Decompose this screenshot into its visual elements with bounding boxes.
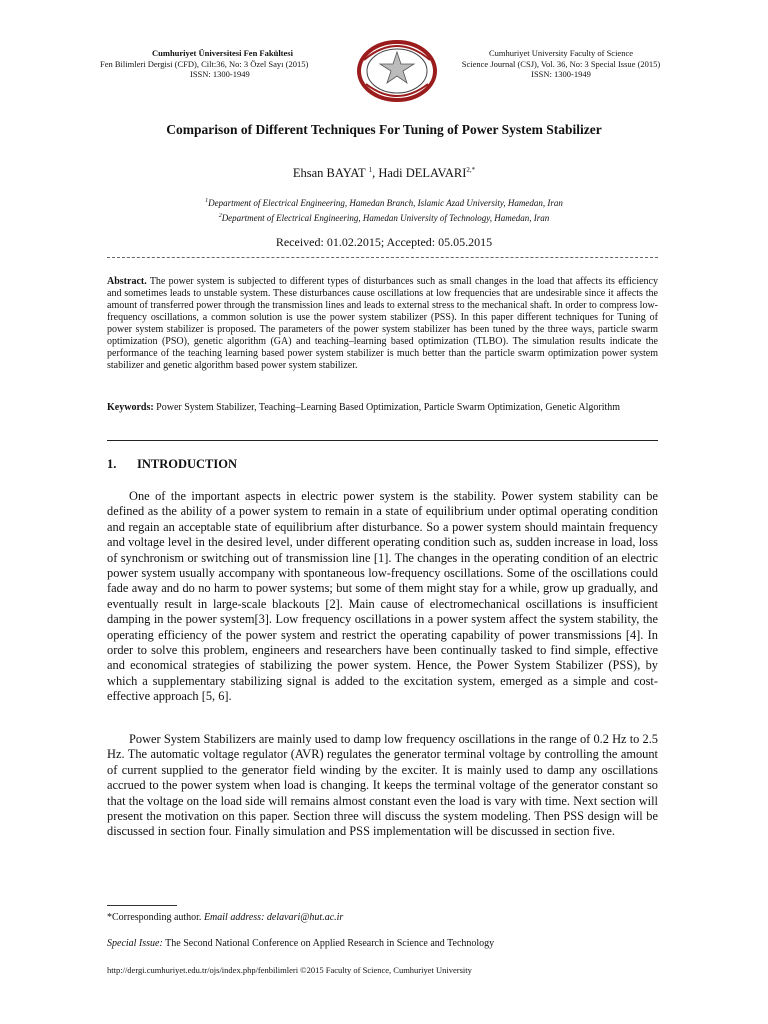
abstract: [107, 276, 658, 372]
footnote-divider: [107, 905, 177, 906]
affil-marker: 2: [218, 213, 222, 219]
affiliation-text: Department of Electrical Engineering, Hamedan University of Technology, Hamedan, Iran: [221, 213, 550, 223]
section-heading: [107, 457, 237, 472]
header-left-line3: ISSN: 1300-1949: [190, 69, 250, 79]
author-name: Ehsan BAYAT: [292, 166, 366, 181]
abstract-label: Abstract.: [107, 276, 147, 287]
header-right-line3: ISSN: 1300-1949: [531, 69, 591, 79]
header-left-line2: Fen Bilimleri Dergisi (CFD), Cilt:36, No: 3 Özel Sayı (2015): [100, 58, 309, 69]
section-number: 1.: [107, 457, 117, 471]
affiliation-text: Department of Electrical Engineering, Hamedan Branch, Islamic Azad University, Hamedan, Iran: [208, 198, 563, 208]
keywords-text: Power System Stabilizer, Teaching–Learning Based Optimization, Particle Swarm Optimization, Genetic Algorithm: [156, 402, 621, 413]
journal-header-right: [446, 48, 676, 80]
special-issue-label: Special Issue:: [107, 938, 163, 949]
footnote-label: *Corresponding author.: [107, 912, 202, 923]
special-issue-note: [107, 938, 494, 949]
body-paragraph: One of the important aspects in electric power system is the stability. Power system stability can be defined as the ability of a power system to remain in a state of equilibrium under optimal operating condition and regain an acceptable state of equilibrium after disturbance. So a power system should maintain frequency and voltage level in the desired level, under different operating condition such as, sudden increase in load, loss of synchronism or switching out of transmission line [1]. The changes in the operating condition of an electric power system usually accompany with spontaneous low-frequency oscillations. Some of the oscillations could fade away and do no harm to power systems; but some of them might stay for a while, grow up gradually, and eventually result in large-scale blackouts [2]. Main cause of electromechanical oscillations is insufficient damping in the power system[3]. Low frequency oscillations in a power system affect the system stability, the operating efficiency of the power system and restrict the operating capability of power transmissions [4]. In order to solve this problem, engineers and researchers have been continually tasked to find simple, effective and economical strategies of stabilizing the power system. Hence, the Power System Stabilizer (PSS), by which a supplementary stabilizing signal is added to the excitation system, emerged as a simple and cost-effective approach [5, 6].: [107, 489, 658, 704]
affil-marker: 1: [205, 198, 209, 204]
body-paragraph: Power System Stabilizers are mainly used to damp low frequency oscillations in the range of 0.2 Hz to 2.5 Hz. The automatic voltage regulator (AVR) regulates the generator terminal voltage by controlling the amount of current supplied to the generator field winding by the exciter. It is mainly used to damp any oscillations accrued to the power system when load is changing. It keeps the terminal voltage of the generator constant so that the voltage on the load side will remains almost constant even the load is vary with time. Next section will present the motivation on this paper. Section three will discuss the system modeling. Then PSS design will be discussed in section four. Finally simulation and PSS implementation will be discussed in section five.: [107, 732, 658, 839]
header-divider: [107, 257, 658, 258]
received-accepted-dates: Received: 01.02.2015; Accepted: 05.05.2015: [275, 235, 493, 249]
affiliation-line: [0, 210, 768, 225]
abstract-text: The power system is subjected to different types of disturbances such as small changes in the load that affects its efficiency and sometimes leads to unstable system. These disturbances cause oscillations at low frequencies that are undesirable since it affects the amount of transferred power through the transmission lines and leads to external stress to the mechanical shaft. In order to compress low-frequency oscillations, a common solution is use the power system stabilizer (PSS). In this paper different techniques for Tuning of power system stabilizer is proposed. The parameters of the power system stabilizer has been tuned by the three ways, particle swarm optimization (PSO), genetic algorithm (GA) and teaching–learning based optimization (TLBO). The simulation results indicate the performance of the teaching learning based power system stabilizer is much better than the particle swarm optimization power system stabilizer and genetic algorithm based power system stabilizer.: [107, 276, 659, 371]
keywords: [107, 402, 658, 414]
paper-title: Comparison of Different Techniques For Tuning of Power System Stabilizer: [166, 122, 602, 137]
header-left-line1: Cumhuriyet Üniversitesi Fen Fakültesi: [152, 48, 293, 58]
keywords-label: Keywords:: [107, 402, 154, 413]
author-email: Email address: delavari@hut.ac.ir: [203, 912, 344, 923]
author-separator: ,: [372, 166, 376, 181]
page-footer-url: http://dergi.cumhuriyet.edu.tr/ojs/index.php/fenbilimleri ©2015 Faculty of Science, Cumhuriyet University: [107, 965, 472, 975]
journal-header-left: [100, 48, 390, 80]
university-logo-icon: [356, 38, 438, 104]
affiliation-line: [0, 195, 768, 210]
author-affil-marker: 1: [368, 166, 373, 174]
affiliations: [0, 195, 768, 225]
special-issue-text: The Second National Conference on Applied Research in Science and Technology: [165, 938, 495, 949]
header-right-line1: Cumhuriyet University Faculty of Science: [489, 48, 633, 58]
header-right-line2: Science Journal (CSJ), Vol. 36, No: 3 Special Issue (2015): [461, 58, 661, 69]
section-title: INTRODUCTION: [137, 457, 238, 471]
corresponding-author-note: [107, 912, 343, 923]
author-affil-marker: 2,*: [466, 166, 476, 174]
author-name: Hadi DELAVARI: [378, 166, 467, 181]
abstract-divider: [107, 440, 658, 441]
author-list: [0, 166, 768, 181]
